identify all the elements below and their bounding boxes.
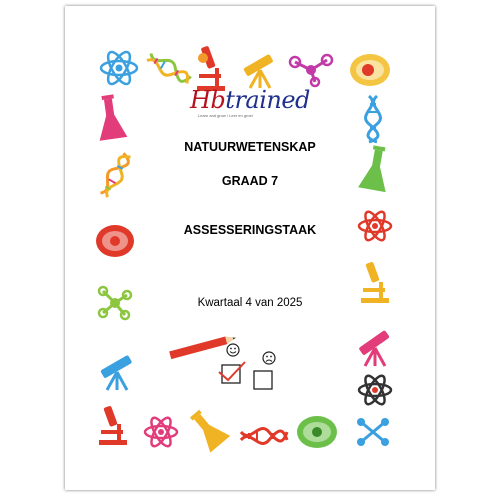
grade-label: GRAAD 7: [221, 174, 279, 188]
telescope-icon: [358, 330, 389, 366]
atom-icon: [101, 49, 137, 87]
logo-tagline: Learn and grow / Leer en groei: [198, 113, 253, 118]
flask-icon: [185, 405, 231, 452]
molecule-icon: [357, 418, 389, 446]
atom-icon: [359, 373, 391, 407]
telescope-icon: [243, 54, 273, 88]
cell-icon: [350, 54, 390, 86]
dna-icon: [366, 96, 381, 142]
smiley-icon: [227, 344, 239, 356]
cell-icon: [297, 416, 337, 448]
term-label: Kwartaal 4 van 2025: [197, 297, 303, 309]
checkbox-icon: [254, 371, 272, 389]
brand-logo: [190, 88, 310, 128]
checkbox-icon: [219, 362, 245, 383]
logo-suffix: trained: [225, 86, 310, 114]
microscope-icon: [197, 46, 225, 91]
logo-wordmark: [190, 88, 310, 112]
molecule-icon: [290, 55, 332, 86]
document-page: [65, 6, 435, 490]
dna-icon: [241, 429, 287, 444]
atom-icon: [145, 415, 177, 449]
pencil-icon: [169, 334, 237, 359]
science-icon-frame: [65, 6, 435, 490]
dna-icon: [145, 51, 192, 87]
sad-face-icon: [263, 352, 275, 364]
assessment-task-label: ASSESSERINGSTAAK: [183, 223, 317, 237]
document-title: NATUURWETENSKAP: [184, 140, 316, 154]
microscope-icon: [99, 405, 127, 445]
flask-icon: [94, 93, 128, 140]
telescope-icon: [100, 355, 132, 390]
logo-prefix: Hb: [190, 86, 226, 114]
